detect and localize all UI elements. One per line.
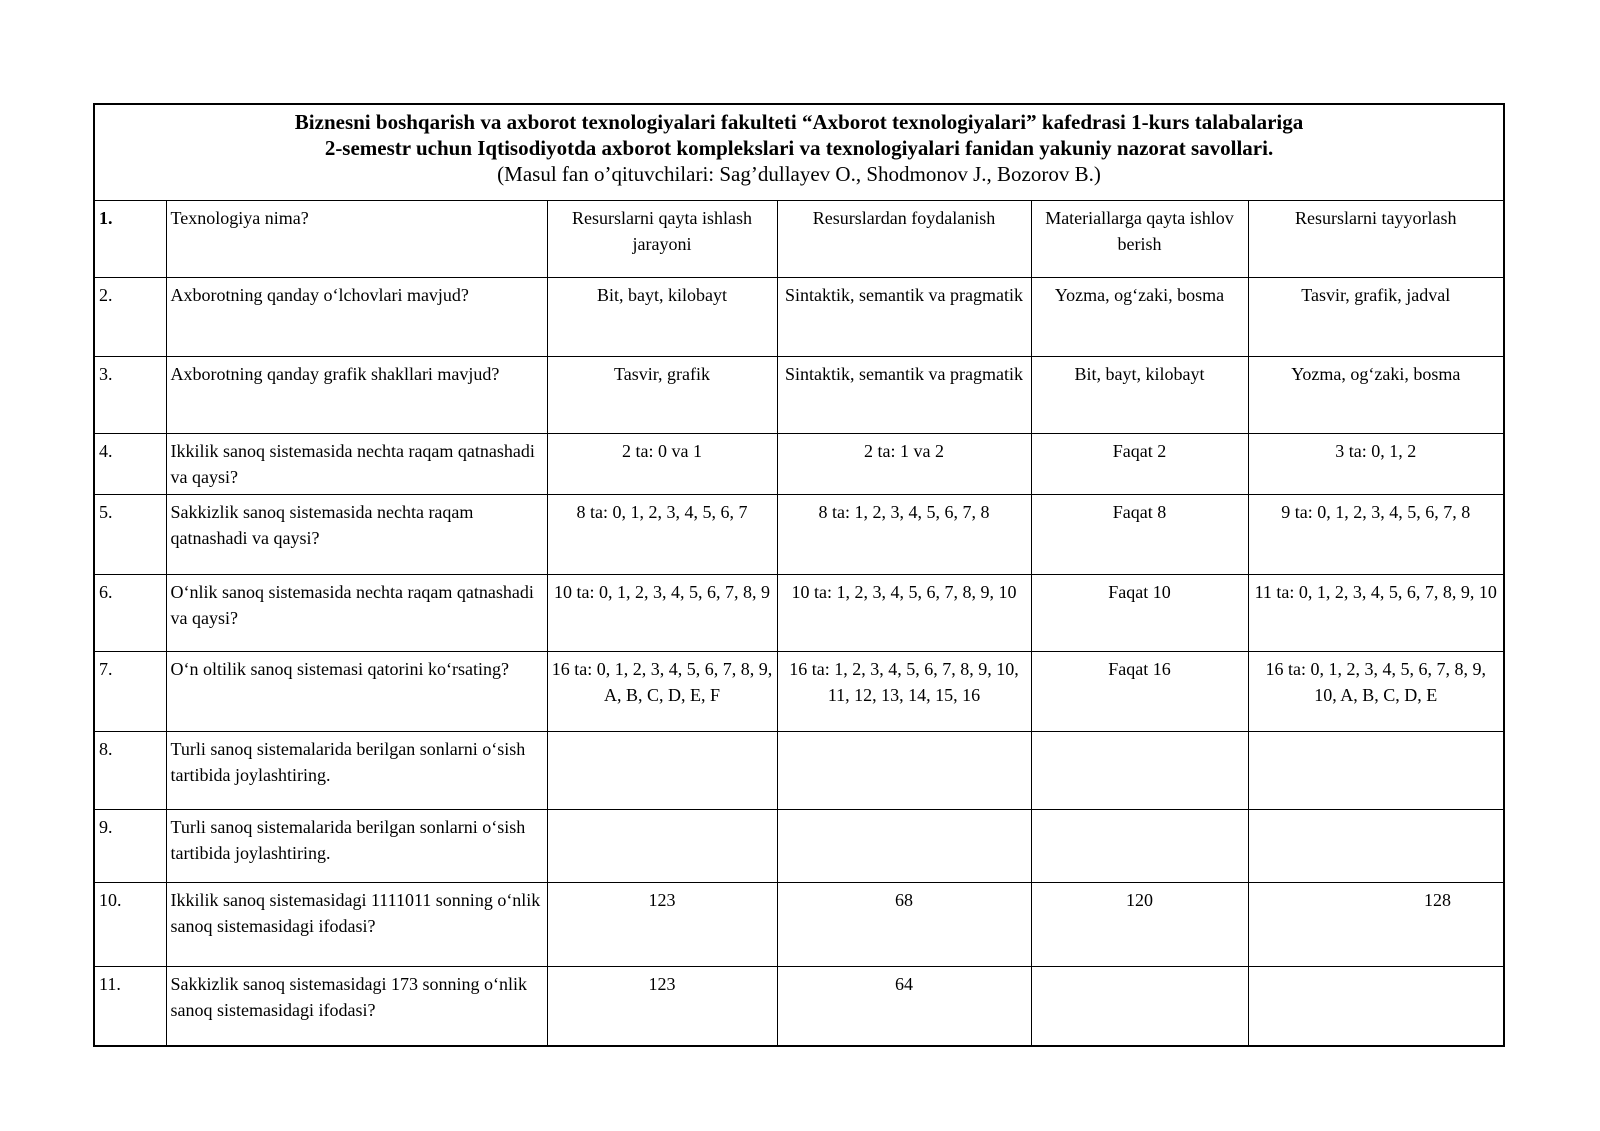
answer-cell	[1248, 966, 1504, 1046]
answer-cell	[1031, 966, 1248, 1046]
answer-cell: Materiallarga qayta ishlov berish	[1031, 200, 1248, 277]
answer-cell: 3 ta: 0, 1, 2	[1248, 433, 1504, 494]
answer-cell	[1248, 809, 1504, 882]
answer-cell: 16 ta: 0, 1, 2, 3, 4, 5, 6, 7, 8, 9, A, B, C, D, E, F	[547, 651, 777, 731]
answer-cell: Faqat 2	[1031, 433, 1248, 494]
answer-cell: 16 ta: 1, 2, 3, 4, 5, 6, 7, 8, 9, 10, 11, 12, 13, 14, 15, 16	[777, 651, 1031, 731]
question-cell: O‘n oltilik sanoq sistemasi qatorini ko‘rsating?	[166, 651, 547, 731]
question-cell: O‘nlik sanoq sistemasida nechta raqam qatnashadi va qaysi?	[166, 574, 547, 651]
table-row	[94, 494, 1504, 574]
answer-cell: Faqat 8	[1031, 494, 1248, 574]
answer-cell: 11 ta: 0, 1, 2, 3, 4, 5, 6, 7, 8, 9, 10	[1248, 574, 1504, 651]
table-row	[94, 433, 1504, 494]
table-row	[94, 356, 1504, 433]
question-number-cell: 4.	[94, 433, 166, 494]
answer-cell	[1031, 731, 1248, 809]
answer-cell: Resurslardan foydalanish	[777, 200, 1031, 277]
answer-cell: 10 ta: 1, 2, 3, 4, 5, 6, 7, 8, 9, 10	[777, 574, 1031, 651]
table-row	[94, 731, 1504, 809]
answer-cell: Yozma, og‘zaki, bosma	[1031, 277, 1248, 356]
answer-cell: Bit, bayt, kilobayt	[1031, 356, 1248, 433]
question-number-cell: 10.	[94, 882, 166, 966]
answer-cell: 68	[777, 882, 1031, 966]
question-number-cell: 1.	[94, 200, 166, 277]
table-row	[94, 809, 1504, 882]
title-line-1: Biznesni boshqarish va axborot texnologiyalari fakulteti “Axborot texnologiyalari” kafedrasi 1-kurs talabalariga	[294, 110, 1304, 134]
questions-table	[93, 103, 1505, 1047]
question-cell: Axborotning qanday o‘lchovlari mavjud?	[166, 277, 547, 356]
question-cell: Turli sanoq sistemalarida berilgan sonlarni o‘sish tartibida joylashtiring.	[166, 809, 547, 882]
answer-cell: Resurslarni tayyorlash	[1248, 200, 1504, 277]
question-number-cell: 2.	[94, 277, 166, 356]
answer-cell	[547, 731, 777, 809]
question-cell: Sakkizlik sanoq sistemasida nechta raqam qatnashadi va qaysi?	[166, 494, 547, 574]
question-cell: Axborotning qanday grafik shakllari mavjud?	[166, 356, 547, 433]
table-row	[94, 882, 1504, 966]
table-title-row	[94, 104, 1504, 200]
answer-cell: 123	[547, 966, 777, 1046]
answer-cell	[1248, 731, 1504, 809]
answer-cell	[1031, 809, 1248, 882]
answer-cell: 120	[1031, 882, 1248, 966]
answer-cell: Sintaktik, semantik va pragmatik	[777, 356, 1031, 433]
answer-cell: Yozma, og‘zaki, bosma	[1248, 356, 1504, 433]
question-number-cell: 7.	[94, 651, 166, 731]
question-cell: Ikkilik sanoq sistemasidagi 1111011 sonning o‘nlik sanoq sistemasidagi ifodasi?	[166, 882, 547, 966]
question-number-cell: 6.	[94, 574, 166, 651]
question-cell: Texnologiya nima?	[166, 200, 547, 277]
answer-cell	[777, 809, 1031, 882]
table-row	[94, 651, 1504, 731]
document-subtitle: (Masul fan o’qituvchilari: Sag’dullayev O., Shodmonov J., Bozorov B.)	[497, 162, 1101, 186]
answer-cell	[777, 731, 1031, 809]
answer-cell: Bit, bayt, kilobayt	[547, 277, 777, 356]
table-row	[94, 200, 1504, 277]
table-row	[94, 574, 1504, 651]
answer-cell: Faqat 16	[1031, 651, 1248, 731]
question-cell: Turli sanoq sistemalarida berilgan sonlarni o‘sish tartibida joylashtiring.	[166, 731, 547, 809]
answer-cell: Faqat 10	[1031, 574, 1248, 651]
answer-cell: Resurslarni qayta ishlash jarayoni	[547, 200, 777, 277]
answer-cell: 64	[777, 966, 1031, 1046]
question-number-cell: 8.	[94, 731, 166, 809]
question-number-cell: 3.	[94, 356, 166, 433]
answer-cell: Tasvir, grafik	[547, 356, 777, 433]
table-row	[94, 277, 1504, 356]
answer-cell: 16 ta: 0, 1, 2, 3, 4, 5, 6, 7, 8, 9, 10, A, B, C, D, E	[1248, 651, 1504, 731]
question-number-cell: 11.	[94, 966, 166, 1046]
answer-cell: 128	[1248, 882, 1504, 966]
answer-cell: 2 ta: 0 va 1	[547, 433, 777, 494]
answer-cell: 8 ta: 1, 2, 3, 4, 5, 6, 7, 8	[777, 494, 1031, 574]
answer-cell: 2 ta: 1 va 2	[777, 433, 1031, 494]
question-cell: Sakkizlik sanoq sistemasidagi 173 sonning o‘nlik sanoq sistemasidagi ifodasi?	[166, 966, 547, 1046]
document-header	[94, 104, 1504, 200]
answer-cell	[547, 809, 777, 882]
title-line-2: 2-semestr uchun Iqtisodiyotda axborot komplekslari va texnologiyalari fanidan yakuniy nazorat savollari.	[324, 136, 1274, 160]
answer-cell: 9 ta: 0, 1, 2, 3, 4, 5, 6, 7, 8	[1248, 494, 1504, 574]
answer-cell: Sintaktik, semantik va pragmatik	[777, 277, 1031, 356]
question-number-cell: 9.	[94, 809, 166, 882]
answer-cell: 10 ta: 0, 1, 2, 3, 4, 5, 6, 7, 8, 9	[547, 574, 777, 651]
questions-table-body	[94, 200, 1504, 1046]
table-row	[94, 966, 1504, 1046]
answer-cell: 123	[547, 882, 777, 966]
question-number-cell: 5.	[94, 494, 166, 574]
answer-cell: 8 ta: 0, 1, 2, 3, 4, 5, 6, 7	[547, 494, 777, 574]
answer-cell: Tasvir, grafik, jadval	[1248, 277, 1504, 356]
question-cell: Ikkilik sanoq sistemasida nechta raqam qatnashadi va qaysi?	[166, 433, 547, 494]
